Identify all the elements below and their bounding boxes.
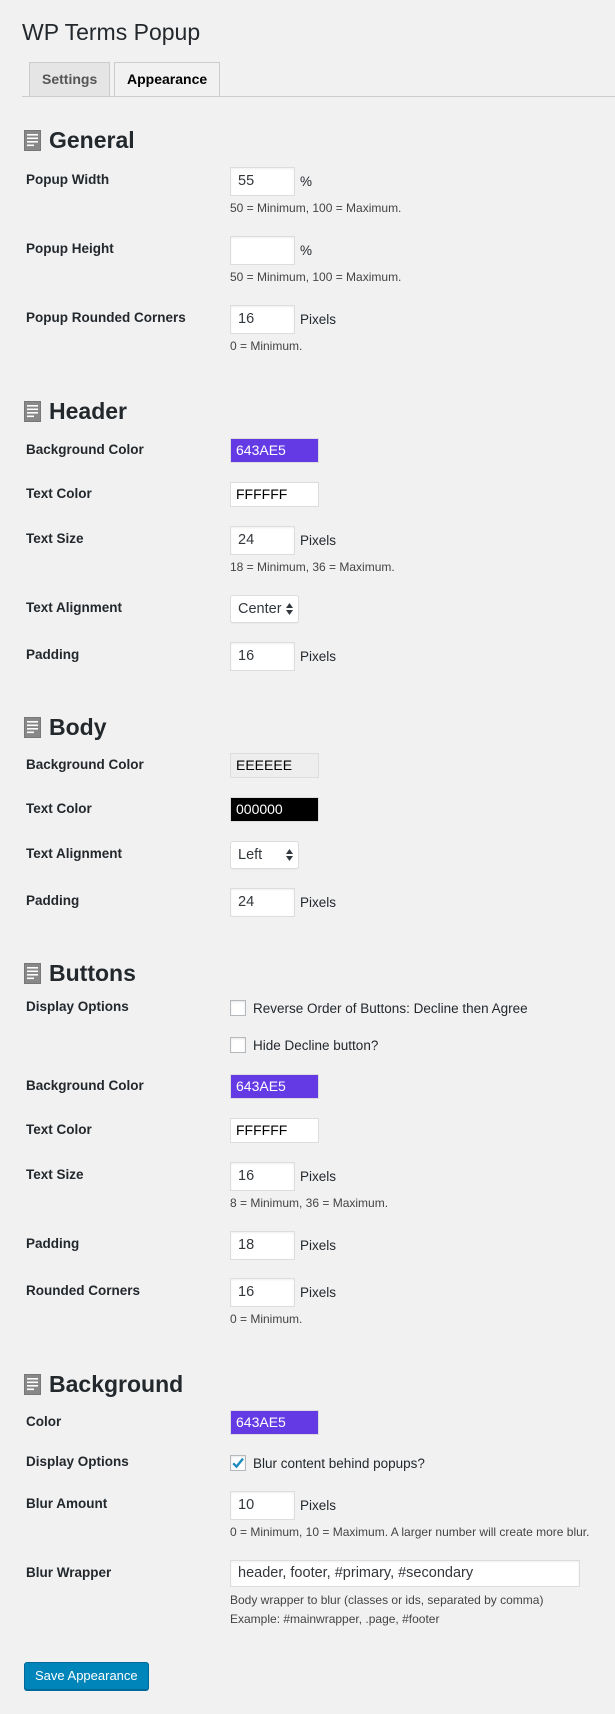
select-value: Left [238, 847, 263, 863]
section-body [24, 714, 107, 741]
header-text-size-input[interactable]: 24 [230, 526, 295, 555]
unit-label: Pixels [300, 533, 337, 548]
buttons-text-size-input[interactable]: 16 [230, 1162, 295, 1191]
buttons-rounded-label: Rounded Corners [26, 1283, 141, 1298]
buttons-padding-field [230, 1231, 336, 1260]
buttons-text-size-field [230, 1162, 336, 1191]
buttons-display-options-label: Display Options [26, 999, 129, 1014]
body-text-color-input[interactable]: 000000 [230, 797, 319, 822]
buttons-bg-label: Background Color [26, 1078, 144, 1093]
header-padding-field [230, 642, 336, 671]
unit-label: Pixels [300, 1285, 337, 1300]
buttons-text-color-input[interactable]: FFFFFF [230, 1118, 319, 1143]
reverse-order-option[interactable] [230, 1000, 528, 1016]
blur-wrapper-desc-1: Body wrapper to blur (classes or ids, separated by comma) [230, 1593, 544, 1607]
buttons-padding-label: Padding [26, 1236, 80, 1251]
blur-label: Blur content behind popups? [253, 1455, 425, 1471]
section-title: General [49, 127, 135, 153]
body-alignment-select[interactable] [230, 841, 299, 869]
background-display-options-label: Display Options [26, 1454, 129, 1469]
header-bg-label: Background Color [26, 442, 144, 457]
blur-amount-input[interactable]: 10 [230, 1491, 295, 1520]
checkmark-icon [230, 1455, 246, 1471]
body-padding-field [230, 888, 336, 917]
header-text-size-label: Text Size [26, 531, 84, 546]
popup-width-input[interactable]: 55 [230, 167, 295, 196]
unit-label: Pixels [300, 649, 337, 664]
buttons-bg-color-input[interactable]: 643AE5 [230, 1074, 319, 1099]
section-title: Background [49, 1371, 184, 1397]
tab-appearance[interactable]: Appearance [114, 62, 220, 97]
buttons-rounded-field [230, 1278, 336, 1307]
unit-label: Pixels [300, 312, 337, 327]
body-bg-color-input[interactable]: EEEEEE [230, 753, 319, 778]
unit-label: Pixels [300, 1498, 337, 1513]
document-icon [24, 1374, 41, 1395]
body-text-color-label: Text Color [26, 801, 92, 816]
unit-label: Pixels [300, 1238, 337, 1253]
unit-label: % [300, 243, 313, 258]
body-alignment-field [230, 841, 299, 869]
blur-checkbox[interactable] [230, 1455, 246, 1471]
buttons-text-color-field [230, 1118, 319, 1143]
select-arrows-icon [286, 603, 293, 615]
header-bg-color-input[interactable]: 643AE5 [230, 438, 319, 463]
section-background [24, 1371, 183, 1398]
background-color-field [230, 1410, 319, 1435]
header-alignment-select[interactable] [230, 595, 299, 623]
unit-label: Pixels [300, 895, 337, 910]
blur-amount-label: Blur Amount [26, 1496, 108, 1511]
section-title: Header [49, 398, 127, 424]
popup-width-desc: 50 = Minimum, 100 = Maximum. [230, 201, 402, 215]
header-text-color-label: Text Color [26, 486, 92, 501]
section-title: Buttons [49, 960, 136, 986]
popup-height-label: Popup Height [26, 241, 114, 256]
body-text-color-field [230, 797, 319, 822]
select-value: Center [238, 601, 282, 617]
header-alignment-label: Text Alignment [26, 600, 123, 615]
buttons-bg-field [230, 1074, 319, 1099]
header-padding-label: Padding [26, 647, 80, 662]
document-icon [24, 963, 41, 984]
header-text-color-input[interactable]: FFFFFF [230, 482, 319, 507]
popup-height-field [230, 236, 312, 265]
section-buttons [24, 960, 136, 987]
header-text-color-field [230, 482, 319, 507]
page-title: WP Terms Popup [22, 19, 201, 45]
section-title: Body [49, 714, 107, 740]
popup-width-field [230, 167, 312, 196]
body-bg-field [230, 753, 319, 778]
save-appearance-button[interactable]: Save Appearance [24, 1662, 149, 1690]
document-icon [24, 130, 41, 151]
section-general [24, 127, 135, 154]
popup-rounded-field [230, 305, 336, 334]
buttons-padding-input[interactable]: 18 [230, 1231, 295, 1260]
document-icon [24, 401, 41, 422]
blur-wrapper-field [230, 1560, 580, 1587]
background-color-input[interactable]: 643AE5 [230, 1410, 319, 1435]
popup-width-label: Popup Width [26, 172, 110, 187]
blur-amount-desc: 0 = Minimum, 10 = Maximum. A larger number will create more blur. [230, 1525, 590, 1539]
body-padding-input[interactable]: 24 [230, 888, 295, 917]
header-alignment-field [230, 595, 299, 623]
unit-label: Pixels [300, 1169, 337, 1184]
reverse-order-label: Reverse Order of Buttons: Decline then Agree [253, 1000, 528, 1016]
blur-wrapper-desc-2: Example: #mainwrapper, .page, #footer [230, 1612, 440, 1626]
header-padding-input[interactable]: 16 [230, 642, 295, 671]
popup-rounded-label: Popup Rounded Corners [26, 310, 186, 325]
buttons-text-size-desc: 8 = Minimum, 36 = Maximum. [230, 1196, 389, 1210]
hide-decline-option[interactable] [230, 1037, 378, 1053]
body-bg-label: Background Color [26, 757, 144, 772]
header-bg-field [230, 438, 319, 463]
buttons-text-color-label: Text Color [26, 1122, 92, 1137]
background-color-label: Color [26, 1414, 62, 1429]
popup-height-input[interactable] [230, 236, 295, 265]
blur-amount-field [230, 1491, 336, 1520]
popup-rounded-input[interactable]: 16 [230, 305, 295, 334]
header-text-size-field [230, 526, 336, 555]
document-icon [24, 717, 41, 738]
body-alignment-label: Text Alignment [26, 846, 123, 861]
popup-height-desc: 50 = Minimum, 100 = Maximum. [230, 270, 402, 284]
popup-rounded-desc: 0 = Minimum. [230, 339, 303, 353]
unit-label: % [300, 174, 313, 189]
buttons-text-size-label: Text Size [26, 1167, 84, 1182]
blur-wrapper-label: Blur Wrapper [26, 1565, 112, 1580]
blur-wrapper-input[interactable]: header, footer, #primary, #secondary [230, 1560, 580, 1587]
tab-divider [22, 96, 615, 97]
buttons-rounded-desc: 0 = Minimum. [230, 1312, 303, 1326]
header-text-size-desc: 18 = Minimum, 36 = Maximum. [230, 560, 395, 574]
select-arrows-icon [286, 849, 293, 861]
body-padding-label: Padding [26, 893, 80, 908]
hide-decline-checkbox[interactable] [230, 1037, 246, 1053]
tab-settings[interactable]: Settings [29, 62, 110, 97]
buttons-rounded-input[interactable]: 16 [230, 1278, 295, 1307]
reverse-order-checkbox[interactable] [230, 1000, 246, 1016]
blur-option[interactable] [230, 1455, 425, 1471]
section-header [24, 398, 127, 425]
hide-decline-label: Hide Decline button? [253, 1037, 379, 1053]
